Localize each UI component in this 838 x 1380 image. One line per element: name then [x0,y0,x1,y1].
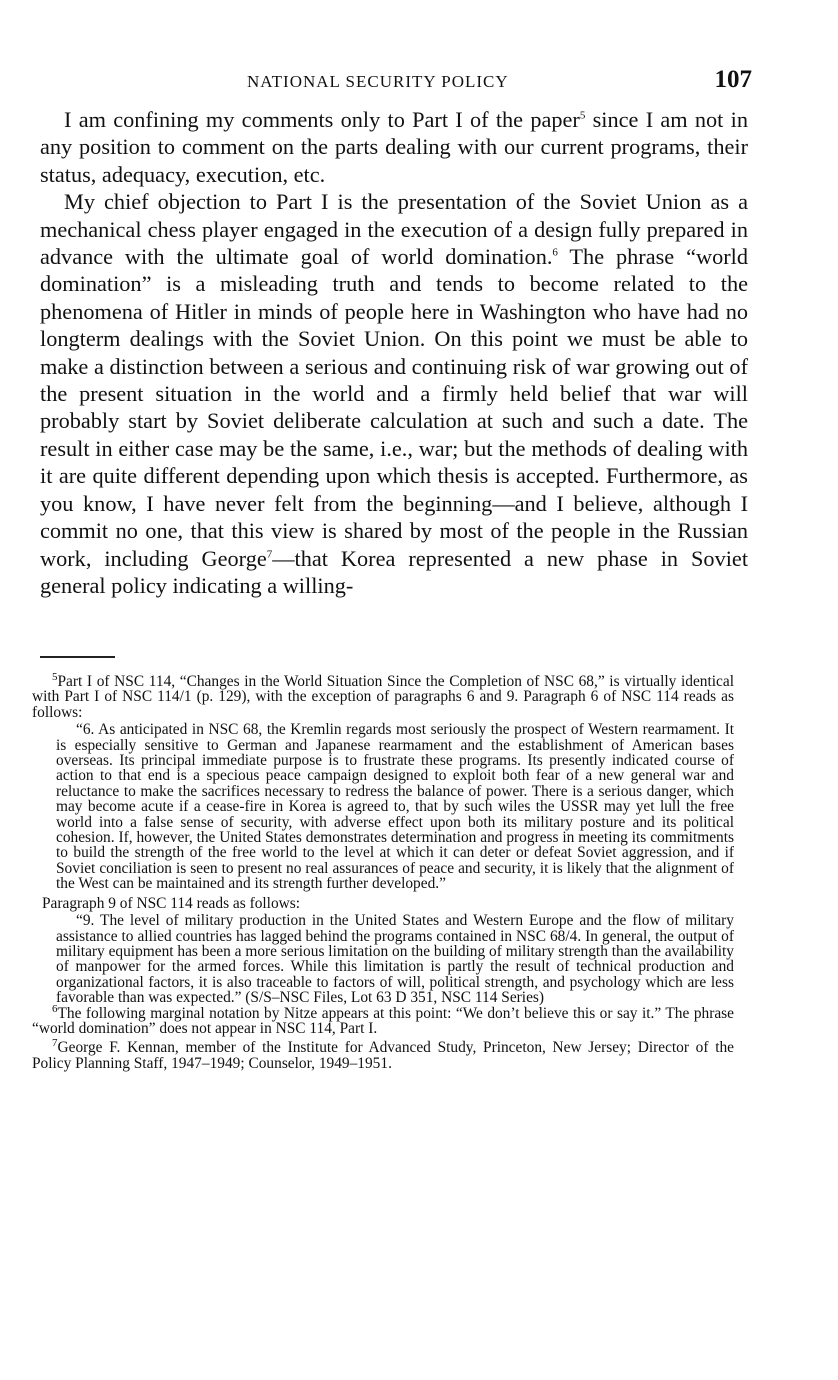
footnote-5-text: Part I of NSC 114, “Changes in the World Situation Since the Completion of NSC 68,” is virtually identical with Part I of NSC 114/1 (p. 129), with the exception of paragraphs 6 and 9. Paragraph 6 of NSC 114 reads as follows: [32,673,734,721]
running-title: NATIONAL SECURITY POLICY [247,72,509,91]
page-number: 107 [714,66,752,93]
footnote-divider [40,656,115,658]
footnote-ref-6: 6 [552,246,558,259]
main-text [40,106,748,599]
body-paragraph-1-text-b: since I am not in any position to comment on the parts dealing with our current programs, their status, adequacy, execution, etc. [40,107,748,187]
footnote-5-paragraph-9-intro: Paragraph 9 of NSC 114 reads as follows: [42,894,301,912]
body-paragraph-2-text-c: —that Korea represented a new phase in Soviet general policy indicating a willing- [40,545,749,598]
footnote-5-marker: 5 [52,670,58,683]
footnote-7-text: George F. Kennan, member of the Institute for Advanced Study, Princeton, New Jersey; Director of the Policy Planning Staff, 1947–1949; Counselor, 1949–1951. [32,1039,734,1072]
footnote-6 [32,1002,734,1037]
footnote-5 [32,670,734,721]
footnote-6-text: The following marginal notation by Nitze appears at this point: “We don’t believe this or say it.” The phrase “world domination” does not appear in NSC 114, Part I. [32,1004,734,1037]
running-head [40,66,752,100]
footnote-7 [32,1037,734,1072]
footnote-ref-5: 5 [579,109,586,122]
body-paragraph-2 [40,188,748,599]
footnote-7-marker: 7 [52,1037,58,1050]
footnote-6-marker: 6 [52,1002,58,1015]
body-paragraph-1 [40,106,748,188]
body-paragraph-2-text-a: My chief objection to Part I is the presentation of the Soviet Union as a mechanical chess player engaged in the execution of a design fully prepared in advance with the ultimate goal of world domination. [40,189,748,270]
footnote-5-quote-paragraph-6: “6. As anticipated in NSC 68, the Kremlin regards most seriously the prospect of Western rearmament. It is especially sensitive to German and Japanese rearmament and the establishment of American bases overseas. Its principal immediate purpose is to frustrate these programs. Its presently indicated course of action to that end is a specious peace campaign designed to exploit both fear of a new general war and reluctance to make the sacrifices necessary to redress the balance of power. There is a serious danger, which may become acute if a cease-fire in Korea is agreed to, that by such wiles the USSR may yet lull the free world into a false sense of security, with adverse effect upon both its military posture and its political cohesion. If, however, the United States demonstrates determination and progress in meeting its commitments to build the strength of the free world to the level at which it can deter or defeat Soviet aggression, and if Soviet conciliation is seen to present no real assurances of peace and security, it is likely that the alignment of the West can be maintained and its strength further developed.” [56,721,734,893]
body-paragraph-2-text-b: The phrase “world domination” is a misleading truth and tends to become related to the phenomena of Hitler in minds of people here in Washington who have had no longterm dealings with the Soviet Union. On this point we must be able to make a distinction between a serious and continuing risk of war growing out of the present situation in the world and a firmly held belief that war will probably start by Soviet deliberate calculation at such and such a date. The result in either case may be the same, i.e., war; but the methods of dealing with it are quite different depending upon which thesis is accepted. Furthermore, as you know, I have never felt from the beginning—and I believe, although I commit no one, that this view is shared by most of the people in the Russian work, including George [40,244,748,571]
footnotes [32,670,734,1072]
footnote-ref-7: 7 [266,548,273,561]
body-paragraph-1-text-a: I am confining my comments only to Part I of the paper [64,107,580,132]
footnote-5-quote-paragraph-9: “9. The level of military production in the United States and Western Europe and the flow of military assistance to allied countries has lagged behind the programs contained in NSC 68/4. In general, the output of military equipment has been a more serious limitation on the building of military strength than the availability of manpower for the armed forces. While this limitation is partly the result of technical production and organizational factors, it is also traceable to factors of will, political strength, and psychology which are less favorable than was expected.” (S/S–NSC Files, Lot 63 D 351, NSC 114 Series) [56,912,734,1007]
